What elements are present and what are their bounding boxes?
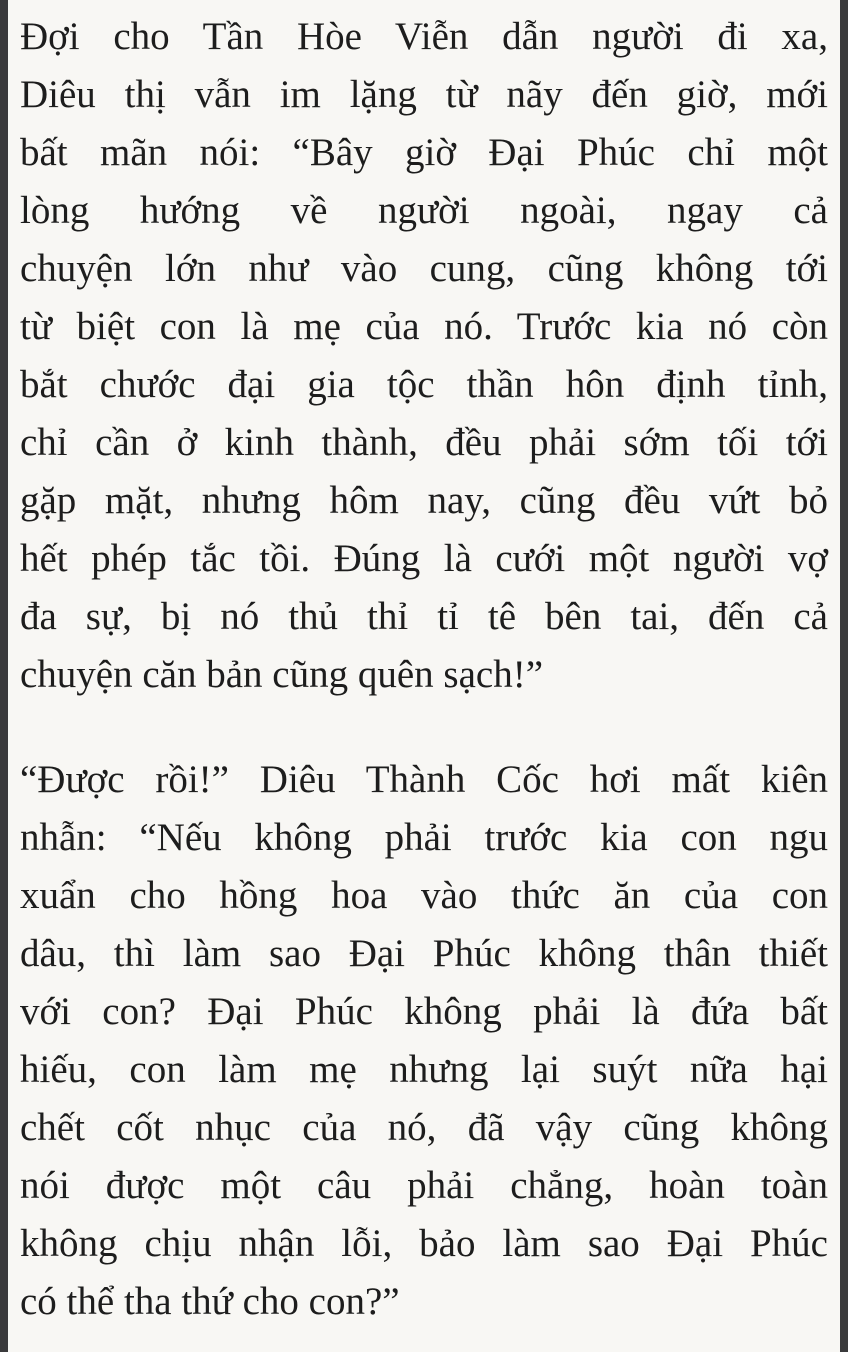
text-line: Diêu thị vẫn im lặng từ nãy đến giờ, mới bbox=[20, 73, 828, 116]
text-line: chuyện lớn như vào cung, cũng không tới bbox=[20, 247, 828, 290]
text-line: chỉ cần ở kinh thành, đều phải sớm tối tới bbox=[20, 421, 828, 464]
paragraph bbox=[20, 751, 828, 1331]
text-line: hết phép tắc tồi. Đúng là cưới một người vợ bbox=[20, 537, 828, 580]
text-line: chết cốt nhục của nó, đã vậy cũng không bbox=[20, 1106, 828, 1149]
text-line: đa sự, bị nó thủ thỉ tỉ tê bên tai, đến cả bbox=[20, 595, 828, 638]
text-line: từ biệt con là mẹ của nó. Trước kia nó còn bbox=[20, 305, 828, 348]
text-line: không chịu nhận lỗi, bảo làm sao Đại Phúc bbox=[20, 1222, 828, 1265]
text-line: gặp mặt, nhưng hôm nay, cũng đều vứt bỏ bbox=[20, 479, 828, 522]
text-line: “Được rồi!” Diêu Thành Cốc hơi mất kiên bbox=[20, 758, 828, 801]
text-line: dâu, thì làm sao Đại Phúc không thân thiết bbox=[20, 932, 828, 975]
text-line: hiếu, con làm mẹ nhưng lại suýt nữa hại bbox=[20, 1048, 828, 1091]
text-line: chuyện căn bản cũng quên sạch!” bbox=[20, 653, 544, 696]
text-line: lòng hướng về người ngoài, ngay cả bbox=[20, 189, 828, 232]
text-line: có thể tha thứ cho con?” bbox=[20, 1280, 400, 1323]
text-line: xuẩn cho hồng hoa vào thức ăn của con bbox=[20, 874, 828, 917]
left-page-edge-bar bbox=[0, 0, 8, 1352]
right-page-edge-bar bbox=[840, 0, 848, 1352]
text-line: với con? Đại Phúc không phải là đứa bất bbox=[20, 990, 828, 1033]
text-line: Đợi cho Tần Hòe Viễn dẫn người đi xa, bbox=[20, 15, 828, 58]
text-line: nói được một câu phải chẳng, hoàn toàn bbox=[20, 1164, 828, 1207]
text-line: nhẫn: “Nếu không phải trước kia con ngu bbox=[20, 816, 828, 859]
text-line: bắt chước đại gia tộc thần hôn định tỉnh, bbox=[20, 363, 828, 406]
reader-text-content bbox=[20, 8, 828, 1331]
text-line: bất mãn nói: “Bây giờ Đại Phúc chỉ một bbox=[20, 131, 828, 174]
paragraph bbox=[20, 8, 828, 704]
